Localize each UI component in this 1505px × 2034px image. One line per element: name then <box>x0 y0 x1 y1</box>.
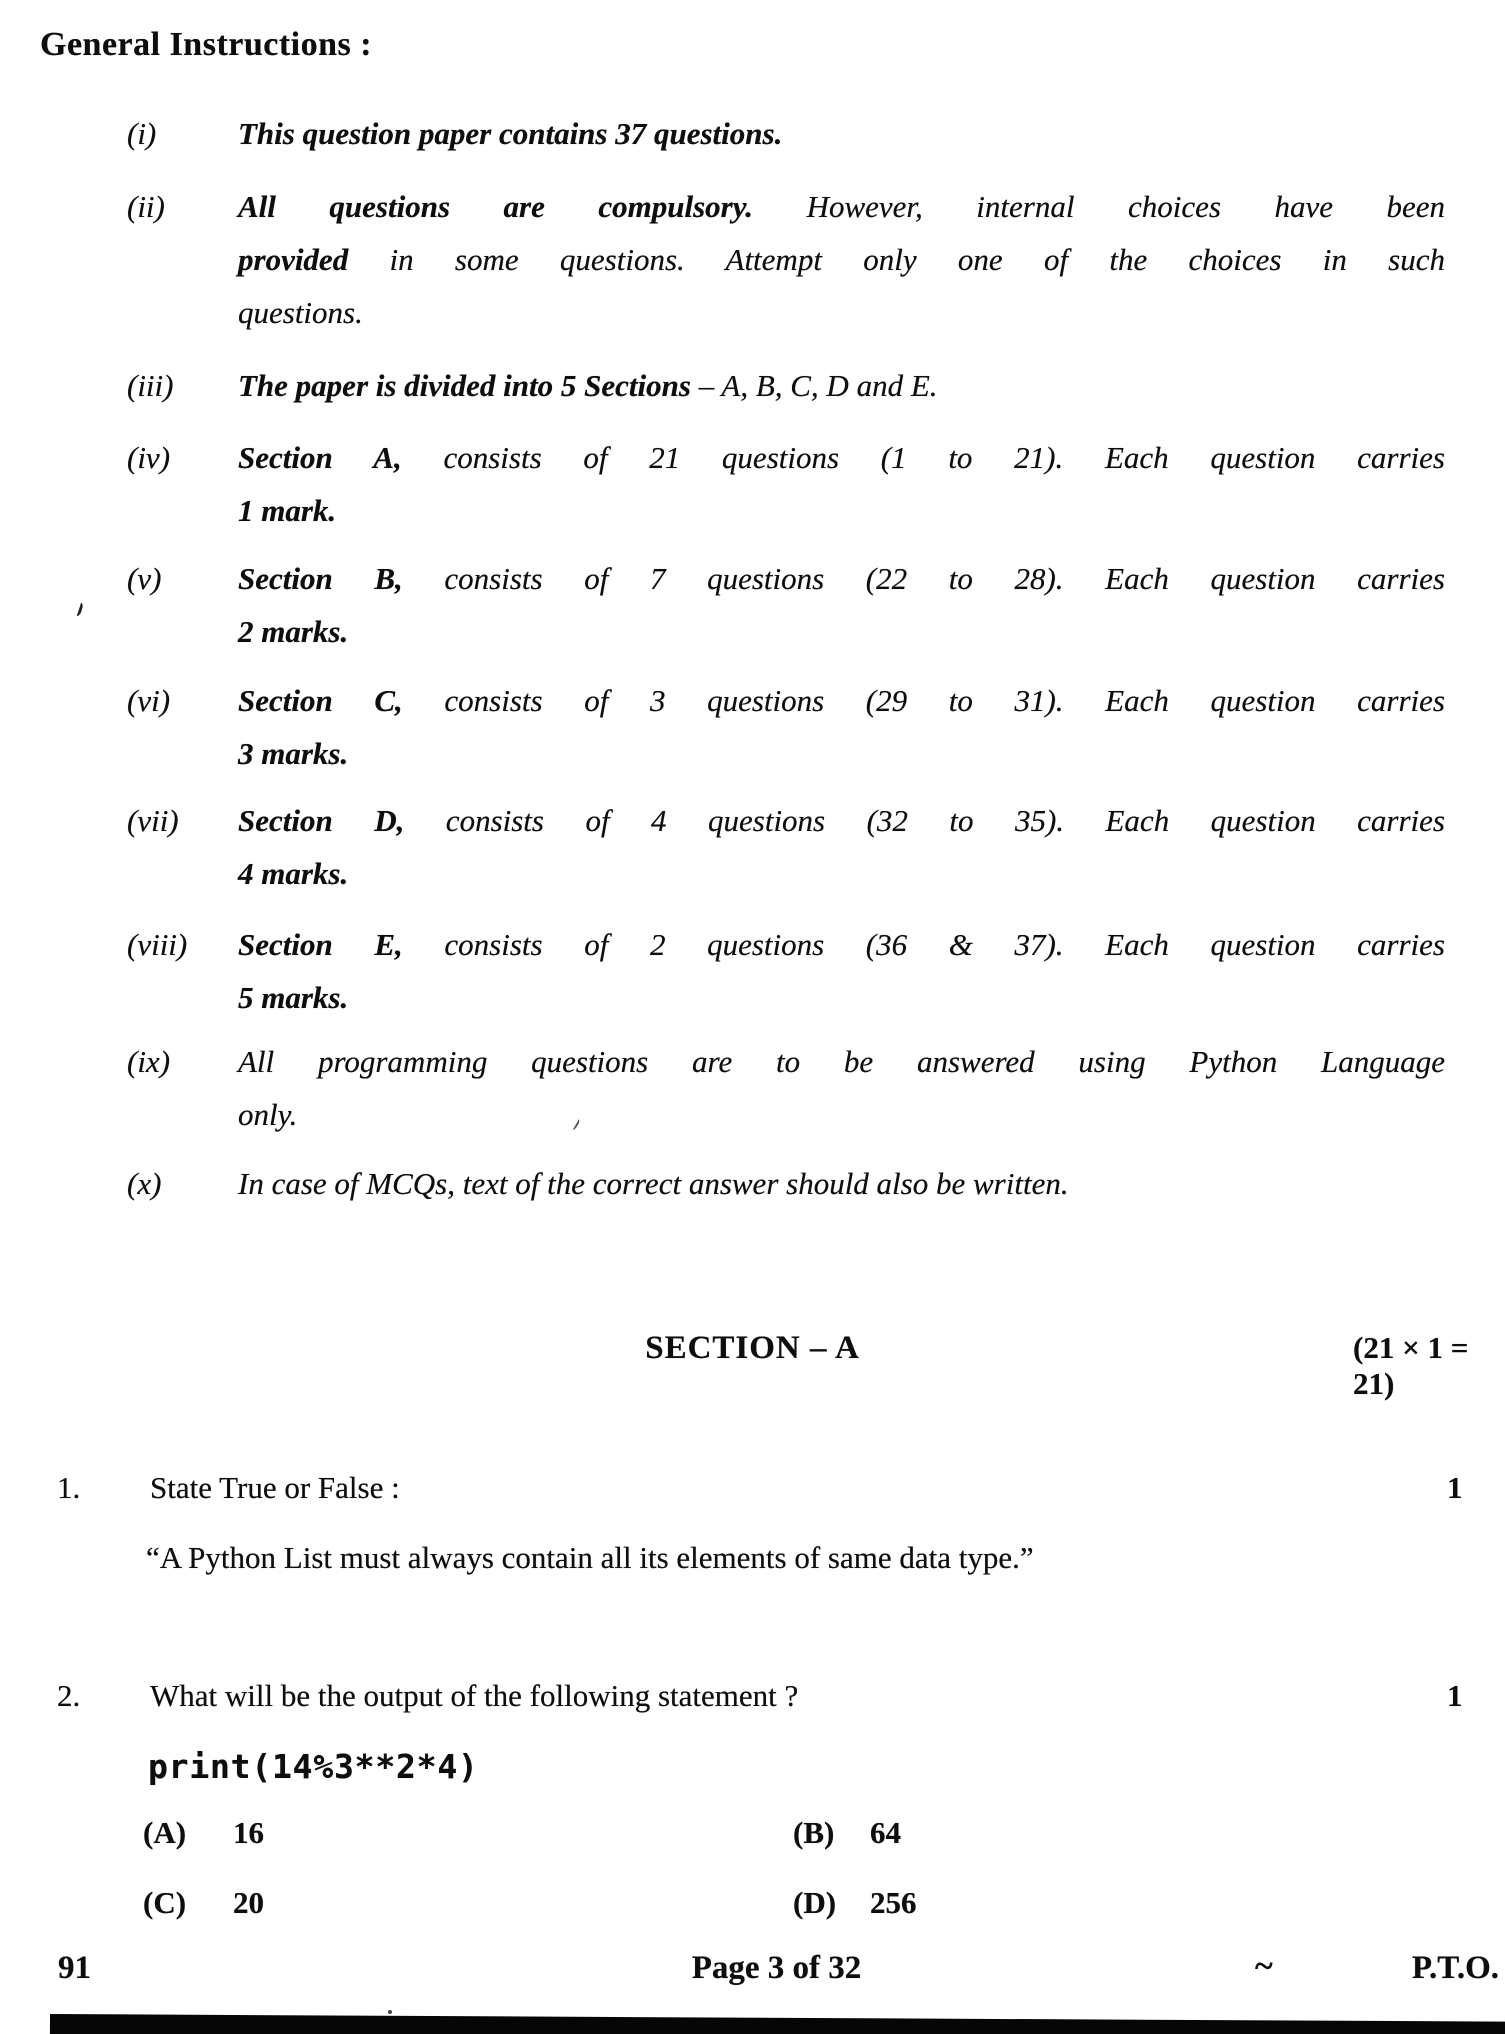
option-label-D: (D) <box>793 1885 837 1920</box>
question-2-number: 2. <box>57 1678 81 1713</box>
question-2-marks: 1 <box>1447 1678 1463 1713</box>
instruction-number: (ii) <box>127 189 165 224</box>
option-value: 16 <box>233 1815 264 1850</box>
instruction-text: Section C, consists of 3 questions (29 to 31). Each question carries 3 marks. <box>238 683 1445 771</box>
instruction-text: The paper is divided into 5 Sections – A, B, C, D and E. <box>238 368 938 403</box>
question-1-statement: “A Python List must always contain all its elements of same data type.” <box>146 1540 1034 1575</box>
instruction-number: (iii) <box>127 368 174 403</box>
option-value: 20 <box>233 1885 264 1920</box>
question-2-code: print(14%3**2*4) <box>148 1747 479 1786</box>
instruction-text: Section B, consists of 7 questions (22 to 28). Each question carries 2 marks. <box>238 561 1445 649</box>
page-title: General Instructions : <box>40 26 373 63</box>
instruction-number: (v) <box>127 561 162 596</box>
option-label-B: (B) <box>793 1815 835 1850</box>
option-label-C: (C) <box>143 1885 187 1920</box>
footer-pto-label: P.T.O. <box>1411 1950 1499 1986</box>
instruction-text: Section E, consists of 2 questions (36 & 37). Each question carries 5 marks. <box>238 927 1445 1015</box>
question-1-text: State True or False : <box>150 1470 400 1505</box>
instruction-number: (viii) <box>127 927 188 962</box>
option-value: 64 <box>870 1815 901 1850</box>
footer-page-number: Page 3 of 32 <box>691 1950 862 1986</box>
footer-paper-code: 91 <box>58 1950 91 1986</box>
question-1-number: 1. <box>57 1470 81 1505</box>
section-a-heading: SECTION – A <box>645 1330 860 1366</box>
question-1-marks: 1 <box>1447 1470 1463 1505</box>
instruction-text: All questions are compulsory. However, internal choices have been provided in some questions. Attempt only one of the choices in such questions. <box>238 189 1445 330</box>
option-label-A: (A) <box>143 1815 187 1850</box>
scan-artifact <box>72 601 84 617</box>
option-value: 256 <box>870 1885 917 1920</box>
instruction-number: (iv) <box>127 440 171 475</box>
instruction-number: (ix) <box>127 1044 171 1079</box>
instruction-number: (i) <box>127 116 157 151</box>
instruction-number: (x) <box>127 1166 162 1201</box>
scan-artifact <box>388 2010 392 2014</box>
instruction-number: (vii) <box>127 803 179 838</box>
scan-edge-bar <box>50 2014 1505 2034</box>
instruction-text: In case of MCQs, text of the correct answer should also be written. <box>238 1166 1069 1201</box>
footer-tilde-mark: ~ <box>1255 1948 1273 1985</box>
instruction-number: (vi) <box>127 683 171 718</box>
instruction-text: Section A, consists of 21 questions (1 to 21). Each question carries 1 mark. <box>238 440 1445 528</box>
instruction-text: All programming questions are to be answered using Python Language only. <box>238 1044 1445 1132</box>
section-a-marks: (21 × 1 = 21) <box>1353 1330 1469 1401</box>
question-2-text: What will be the output of the following statement ? <box>150 1678 799 1713</box>
instruction-text: Section D, consists of 4 questions (32 to 35). Each question carries 4 marks. <box>238 803 1445 891</box>
instruction-text: This question paper contains 37 questions. <box>238 116 783 151</box>
